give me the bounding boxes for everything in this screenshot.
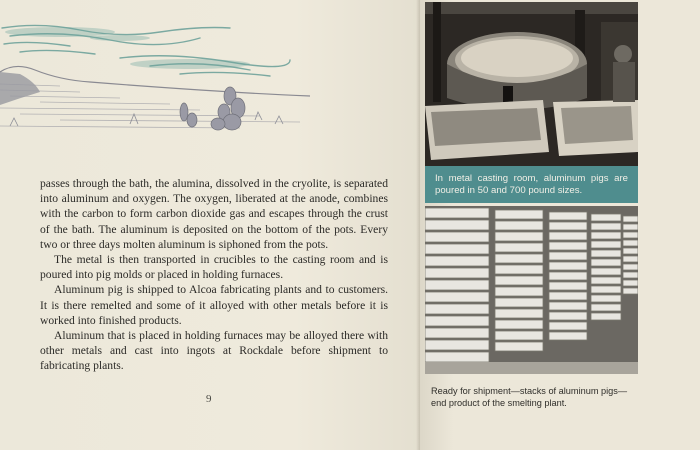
casting-room-caption: In metal casting room, aluminum pigs are poured in 50 and 700 pound sizes. bbox=[435, 173, 628, 196]
shipment-caption: Ready for shipment—stacks of aluminum pigs—end product of the smelting plant. bbox=[431, 386, 628, 408]
paragraph-1: passes through the bath, the alumina, dissolved in the cryolite, is separated into aluminum and oxygen. The oxygen, liberated at the anode, combines with the carbon to form carbon dioxide gas and escapes through the crust of the bath. The aluminum is deposited on the bottom of the pots. Every two or three days molten aluminum is siphoned from the pots. bbox=[40, 177, 388, 251]
casting-room-photo bbox=[425, 2, 638, 166]
casting-room-caption-box bbox=[425, 166, 638, 203]
aluminum-pig-stacks-photo bbox=[425, 206, 638, 374]
body-text bbox=[40, 176, 388, 374]
paragraph-2: The metal is then transported in crucibles to the casting room and is poured into pig molds or placed in holding furnaces. bbox=[40, 253, 388, 282]
landscape-illustration bbox=[0, 0, 310, 150]
paragraph-3: Aluminum pig is shipped to Alcoa fabricating plants and to customers. It is there remelted and some of it alloyed with other metals before it is worked into finished products. bbox=[40, 283, 388, 327]
paragraph-4: Aluminum that is placed in holding furnaces may be alloyed there with other metals and cast into ingots at Rockdale before shipment to fabricating plants. bbox=[40, 329, 388, 373]
page-number: 9 bbox=[206, 393, 212, 405]
